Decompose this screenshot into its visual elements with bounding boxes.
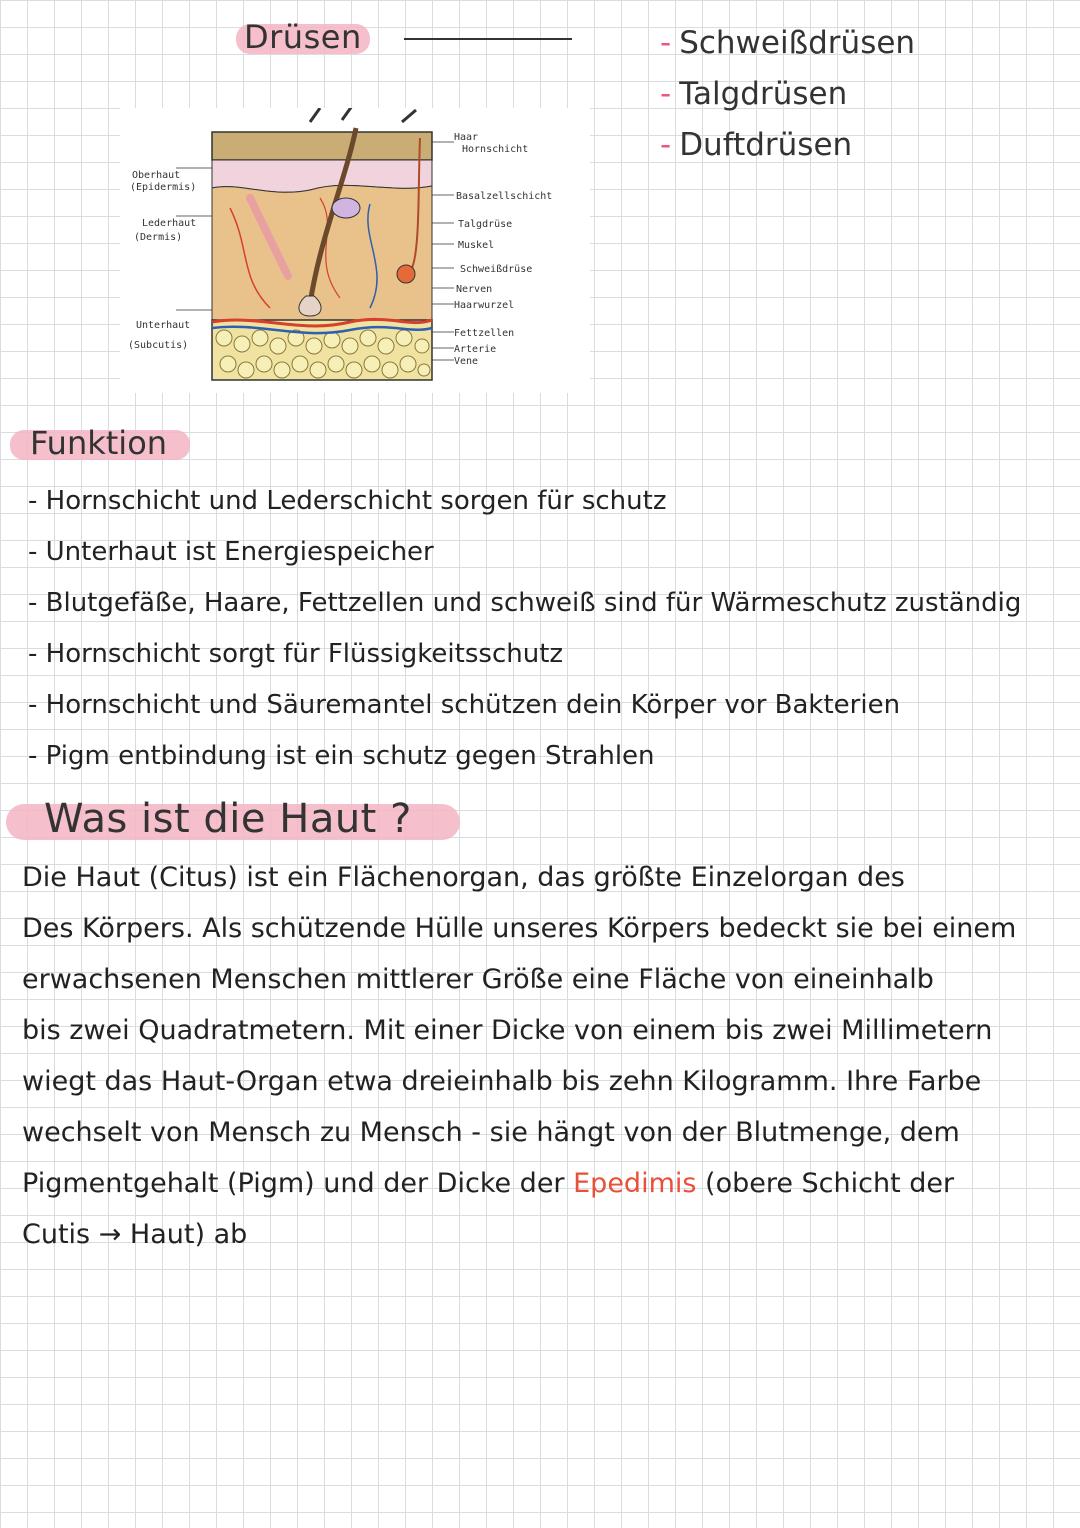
label-haar: Haar (454, 132, 479, 143)
label-dermis: (Dermis) (134, 232, 183, 243)
haut-heading: Was ist die Haut ? (44, 796, 412, 842)
funktion-list (28, 476, 1021, 782)
label-oberhaut: Oberhaut (132, 170, 181, 181)
list-item: - Unterhaut ist Energiespeicher (28, 537, 434, 567)
epedimis-term: Epedimis (573, 1168, 697, 1199)
page-title: Drüsen (244, 18, 362, 56)
gland-list (660, 18, 915, 171)
paragraph-line: Des Körpers. Als schützende Hülle unseres Körpers bedeckt sie bei einem (22, 913, 1017, 944)
list-item: - Schweißdrüsen (660, 25, 916, 61)
list-item: - Hornschicht und Säuremantel schützen dein Körper vor Bakterien (28, 690, 901, 720)
list-item: - Talgdrüsen (660, 76, 848, 112)
list-item: - Pigm entbindung ist ein schutz gegen Strahlen (28, 741, 655, 771)
paragraph-line: Cutis → Haut) ab (22, 1219, 248, 1250)
paragraph-line: bis zwei Quadratmetern. Mit einer Dicke von einem bis zwei Millimetern (22, 1015, 993, 1046)
label-arterie: Arterie (454, 344, 497, 355)
label-schweissdruese: Schweißdrüse (460, 264, 533, 275)
label-fettzellen: Fettzellen (454, 328, 515, 339)
paragraph-line: Die Haut (Citus) ist ein Flächenorgan, das größte Einzelorgan des (22, 862, 905, 893)
haut-paragraph (22, 852, 1074, 1260)
label-nerven: Nerven (456, 284, 493, 295)
paragraph-line: wechselt von Mensch zu Mensch - sie hängt von der Blutmenge, dem (22, 1117, 960, 1148)
paragraph-line: wiegt das Haut-Organ etwa dreieinhalb bis zehn Kilogramm. Ihre Farbe (22, 1066, 982, 1097)
label-haarwurzel: Haarwurzel (454, 300, 515, 311)
label-epidermis: (Epidermis) (130, 182, 197, 193)
paragraph-line: erwachsenen Menschen mittlerer Größe eine Fläche von eineinhalb (22, 964, 934, 995)
skin-diagram (120, 108, 590, 393)
list-item: - Hornschicht und Lederschicht sorgen für schutz (28, 486, 667, 516)
label-talgdruese: Talgdrüse (458, 219, 513, 230)
label-subcutis: (Subcutis) (128, 340, 189, 351)
label-muskel: Muskel (458, 240, 495, 251)
title-divider (404, 38, 572, 40)
list-item: - Duftdrüsen (660, 127, 853, 163)
label-unterhaut: Unterhaut (136, 320, 191, 331)
label-vene: Vene (454, 356, 479, 367)
list-item: - Hornschicht sorgt für Flüssigkeitsschutz (28, 639, 564, 669)
label-lederhaut: Lederhaut (142, 218, 197, 229)
label-hornschicht: Hornschicht (462, 144, 529, 155)
label-basalzellschicht: Basalzellschicht (456, 191, 553, 202)
paragraph-line: Pigmentgehalt (Pigm) und der Dicke der Epedimis (obere Schicht der (22, 1168, 955, 1199)
funktion-heading: Funktion (30, 424, 168, 462)
list-item: - Blutgefäße, Haare, Fettzellen und schweiß sind für Wärmeschutz zuständig (28, 588, 1022, 618)
